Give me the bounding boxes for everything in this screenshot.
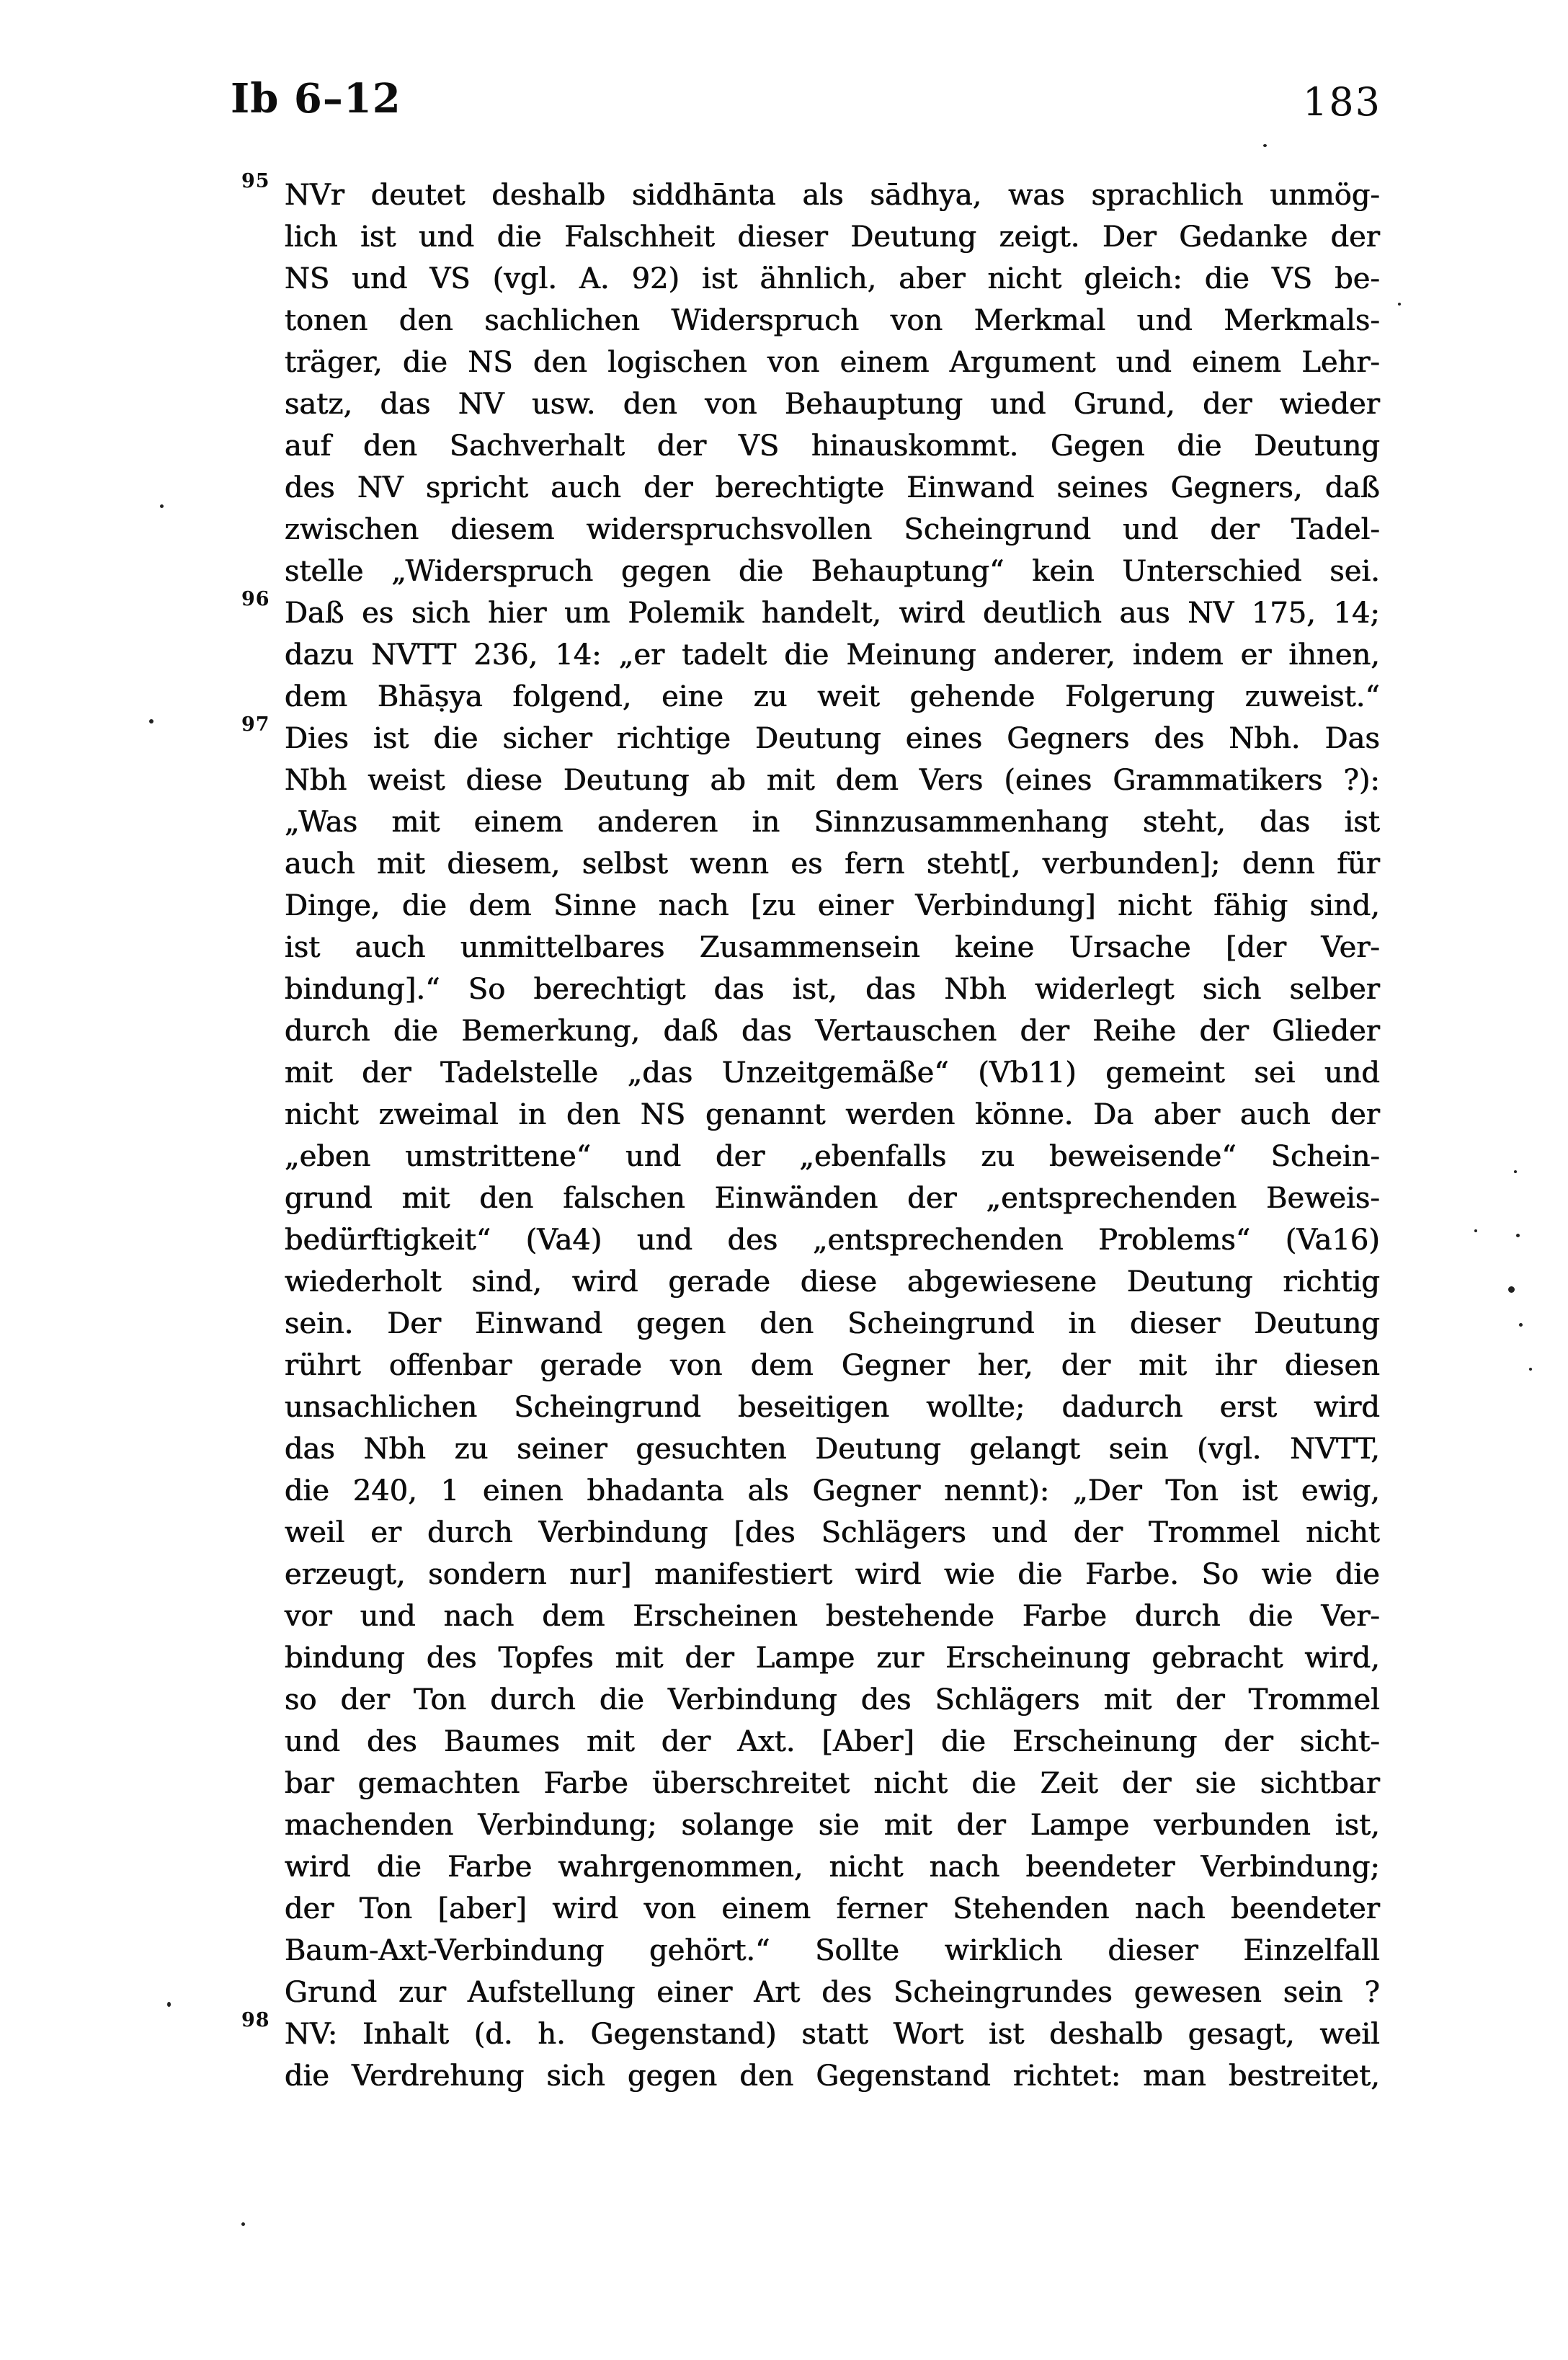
text-line: der Ton [aber] wird von einem ferner Stehenden nach beendeter [285, 1892, 1380, 1925]
text-line: das Nbh zu seiner gesuchten Deutung gelangt sein (vgl. NVTT, [285, 1433, 1380, 1466]
text-line: Baum-Axt-Verbindung gehört.“ Sollte wirklich dieser Einzelfall [285, 1934, 1380, 1967]
text-line: und des Baumes mit der Axt. [Aber] die Erscheinung der sicht- [285, 1725, 1380, 1758]
text-line: lich ist und die Falschheit dieser Deutung zeigt. Der Gedanke der [285, 221, 1380, 254]
text-line: auch mit diesem, selbst wenn es fern steht[, verbunden]; denn für [285, 847, 1380, 881]
text-line: die Verdrehung sich gegen den Gegenstand richtet: man bestreitet, [285, 2060, 1380, 2093]
text-line: Daß es sich hier um Polemik handelt, wird deutlich aus NV 175, 14; [285, 597, 1380, 630]
footnote-marker: 96 [241, 588, 270, 610]
scan-artifact [149, 719, 153, 723]
text-line: weil er durch Verbindung [des Schlägers und der Trommel nicht [285, 1516, 1380, 1549]
footnote-97 [241, 713, 1380, 2013]
text-line: träger, die NS den logischen von einem Argument und einem Lehr- [285, 346, 1380, 379]
text-line: sein. Der Einwand gegen den Scheingrund in dieser Deutung [285, 1307, 1380, 1340]
text-line: zwischen diesem widerspruchsvollen Scheingrund und der Tadel- [285, 513, 1380, 546]
text-line: satz, das NV usw. den von Behauptung und Grund, der wieder [285, 388, 1380, 421]
text-line: NS und VS (vgl. A. 92) ist ähnlich, aber nicht gleich: die VS be- [285, 262, 1380, 295]
text-line: nicht zweimal in den NS genannt werden könne. Da aber auch der [285, 1098, 1380, 1131]
text-line: NVr deutet deshalb siddhānta als sādhya, was sprachlich unmög- [285, 179, 1380, 212]
footnote-96 [241, 588, 1380, 718]
footnotes-block [241, 170, 1380, 2097]
text-line: machenden Verbindung; solange sie mit der Lampe verbunden ist, [285, 1809, 1380, 1842]
scan-artifact [167, 2002, 171, 2007]
footnote-marker: 95 [241, 170, 270, 192]
text-line: bedürftigkeit“ (Va4) und des „entsprechenden Problems“ (Va16) [285, 1224, 1380, 1257]
scan-artifact [1529, 1368, 1532, 1371]
text-line: Grund zur Aufstellung einer Art des Scheingrundes gewesen sein ? [285, 1976, 1380, 2009]
text-line: die 240, 1 einen bhadanta als Gegner nennt): „Der Ton ist ewig, [285, 1474, 1380, 1508]
text-line: so der Ton durch die Verbindung des Schlägers mit der Trommel [285, 1683, 1380, 1716]
scan-artifact [1474, 1229, 1477, 1232]
text-line: auf den Sachverhalt der VS hinauskommt. Gegen die Deutung [285, 429, 1380, 463]
footnote-95 [241, 170, 1380, 592]
text-line: wiederholt sind, wird gerade diese abgewiesene Deutung richtig [285, 1265, 1380, 1299]
scan-artifact [1398, 303, 1401, 306]
text-line: stelle „Widerspruch gegen die Behauptung“ kein Unterschied sei. [285, 555, 1380, 588]
text-line: bar gemachten Farbe überschreitet nicht die Zeit der sie sichtbar [285, 1767, 1380, 1800]
text-line: des NV spricht auch der berechtigte Einwand seines Gegners, daß [285, 471, 1380, 504]
scan-artifact [1516, 1234, 1520, 1237]
text-line: grund mit den falschen Einwänden der „entsprechenden Beweis- [285, 1182, 1380, 1215]
text-line: tonen den sachlichen Widerspruch von Merkmal und Merkmals- [285, 304, 1380, 337]
running-header-section: Ib 6–12 [231, 75, 401, 123]
text-line: „Was mit einem anderen in Sinnzusammenhang steht, das ist [285, 806, 1380, 839]
footnote-98 [241, 2009, 1380, 2097]
scan-artifact [1519, 1323, 1523, 1327]
text-line: bindung].“ So berechtigt das ist, das Nbh widerlegt sich selber [285, 973, 1380, 1006]
text-line: unsachlichen Scheingrund beseitigen wollte; dadurch erst wird [285, 1391, 1380, 1424]
scan-artifact [1263, 144, 1267, 147]
text-line: erzeugt, sondern nur] manifestiert wird wie die Farbe. So wie die [285, 1558, 1380, 1591]
text-line: mit der Tadelstelle „das Unzeitgemäße“ (Vb11) gemeint sei und [285, 1056, 1380, 1090]
footnote-marker: 97 [241, 713, 270, 736]
text-line: Nbh weist diese Deutung ab mit dem Vers (eines Grammatikers ?): [285, 764, 1380, 797]
text-line: Dinge, die dem Sinne nach [zu einer Verbindung] nicht fähig sind, [285, 889, 1380, 922]
scan-artifact [160, 504, 164, 508]
text-line: vor und nach dem Erscheinen bestehende Farbe durch die Ver- [285, 1600, 1380, 1633]
text-line: ist auch unmittelbares Zusammensein keine Ursache [der Ver- [285, 931, 1380, 964]
scan-artifact [241, 2222, 245, 2226]
text-line: wird die Farbe wahrgenommen, nicht nach beendeter Verbindung; [285, 1851, 1380, 1884]
text-line: rührt offenbar gerade von dem Gegner her, der mit ihr diesen [285, 1349, 1380, 1382]
text-line: bindung des Topfes mit der Lampe zur Erscheinung gebracht wird, [285, 1642, 1380, 1675]
footnote-marker: 98 [241, 2009, 270, 2031]
text-line: durch die Bemerkung, daß das Vertauschen der Reihe der Glieder [285, 1015, 1380, 1048]
text-line: NV: Inhalt (d. h. Gegenstand) statt Wort ist deshalb gesagt, weil [285, 2018, 1380, 2051]
page-number: 183 [1302, 79, 1381, 125]
scan-artifact [1508, 1286, 1515, 1293]
scan-artifact [1514, 1170, 1517, 1173]
text-line: dem Bhāṣya folgend, eine zu weit gehende Folgerung zuweist.“ [285, 680, 1380, 713]
text-line: dazu NVTT 236, 14: „er tadelt die Meinung anderer, indem er ihnen, [285, 638, 1380, 672]
text-line: „eben umstrittene“ und der „ebenfalls zu beweisende“ Schein- [285, 1140, 1380, 1173]
text-line: Dies ist die sicher richtige Deutung eines Gegners des Nbh. Das [285, 722, 1380, 755]
